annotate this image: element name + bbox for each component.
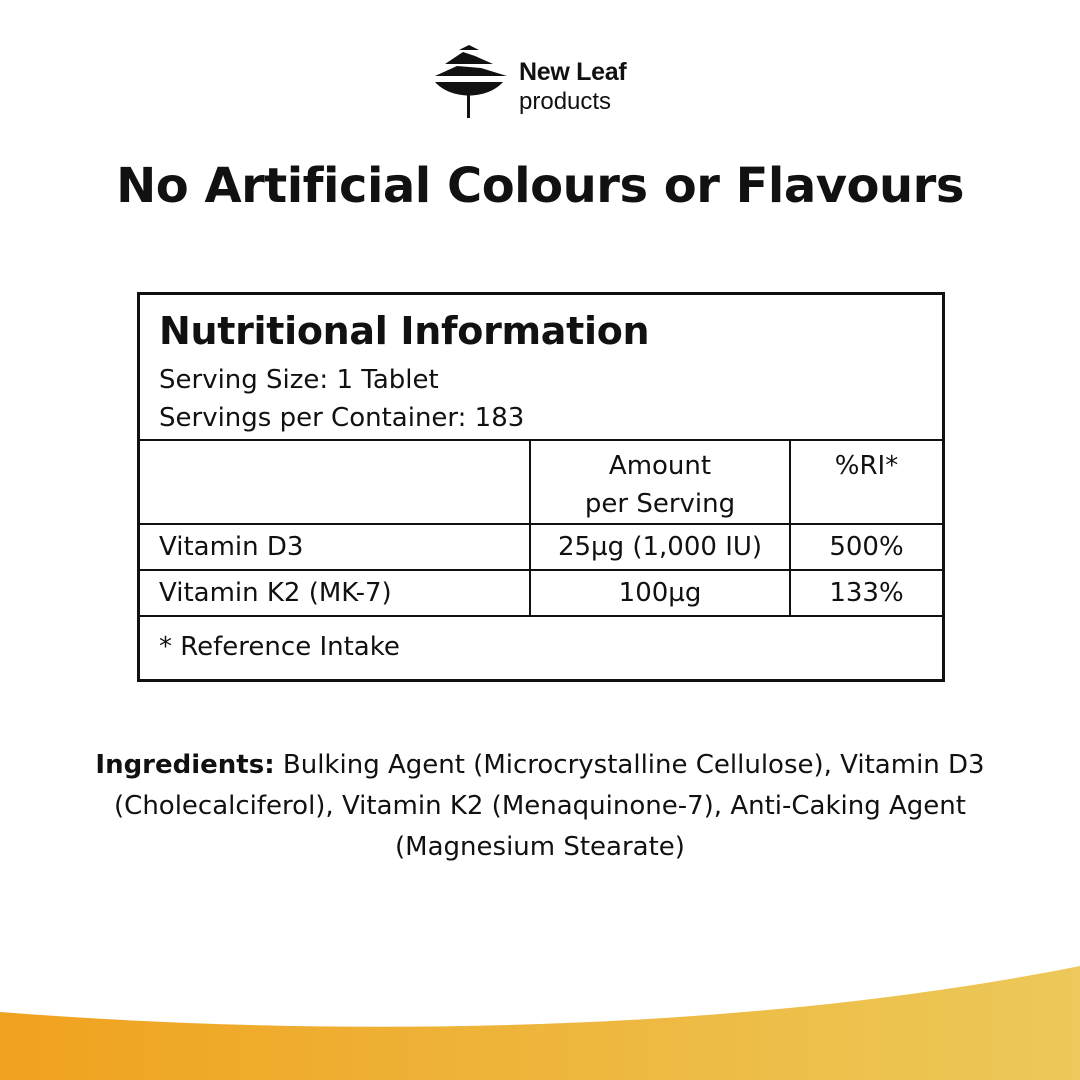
ingredients-text <box>90 745 990 868</box>
nutrient-amount: 100µg <box>530 570 790 616</box>
tiered-leaf-icon <box>433 42 513 122</box>
nutrient-name: Vitamin K2 (MK-7) <box>140 570 530 616</box>
footnote: * Reference Intake <box>140 616 942 677</box>
serving-size: Serving Size: 1 Tablet <box>159 365 439 395</box>
ingredients-list: Bulking Agent (Microcrystalline Cellulose), Vitamin D3 (Cholecalciferol), Vitamin K2 (Menaquinone-7), Anti-Caking Agent (Magnesium Stearate) <box>114 750 985 862</box>
servings-per-container: Servings per Container: 183 <box>159 403 525 433</box>
column-header-ri: %RI* <box>790 440 942 524</box>
decorative-wave <box>0 950 1080 1080</box>
table-row <box>140 570 942 616</box>
nutrition-panel <box>137 292 945 682</box>
table-row <box>140 524 942 570</box>
column-header-amount <box>530 440 790 524</box>
nutrition-title: Nutritional Information <box>159 309 650 353</box>
nutrient-ri: 500% <box>790 524 942 570</box>
column-header-nutrient <box>140 440 530 524</box>
nutrient-ri: 133% <box>790 570 942 616</box>
nutrient-amount: 25µg (1,000 IU) <box>530 524 790 570</box>
table-header-row <box>140 440 942 524</box>
page-title: No Artificial Colours or Flavours <box>116 158 964 214</box>
amount-header-text: Amount per Serving <box>584 451 736 519</box>
nutrition-table <box>140 439 942 677</box>
brand-tagline: products <box>519 88 612 115</box>
ingredients-label: Ingredients: <box>95 750 275 780</box>
brand-logo <box>433 42 663 122</box>
brand-name: New Leaf <box>519 58 627 86</box>
footnote-row <box>140 616 942 677</box>
nutrient-name: Vitamin D3 <box>140 524 530 570</box>
